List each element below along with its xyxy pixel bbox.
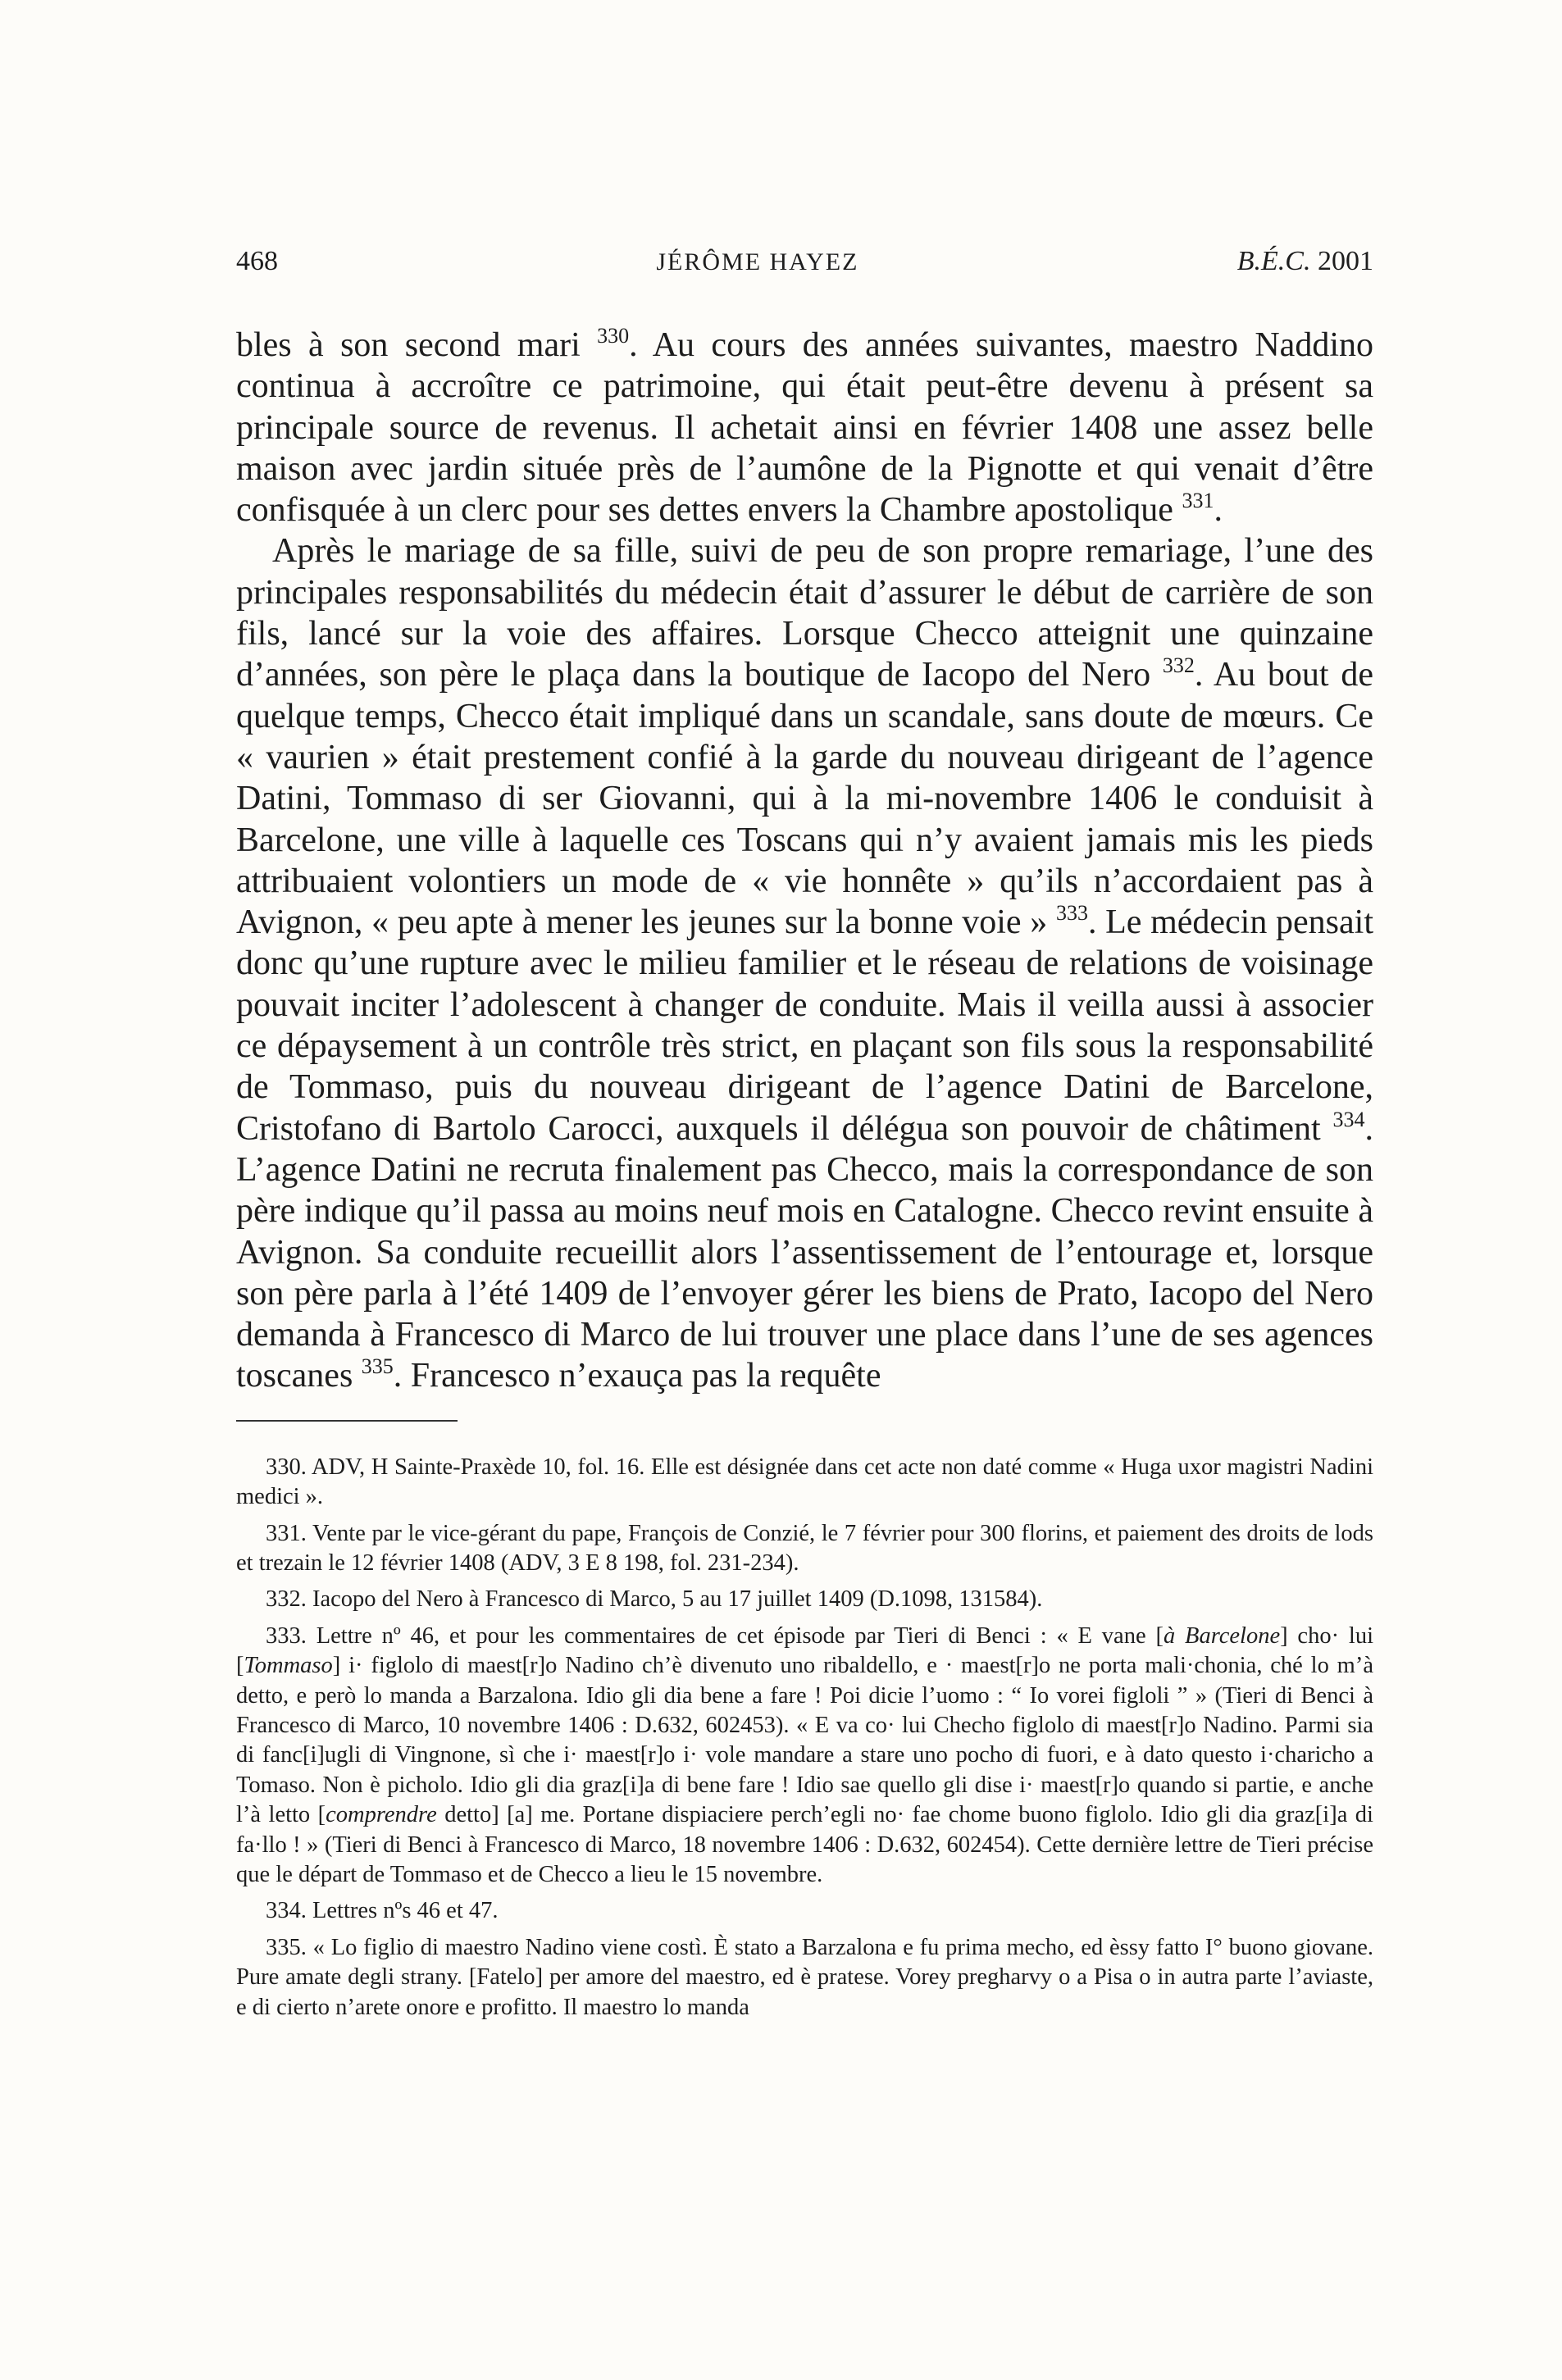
footnote-331: 331. Vente par le vice-gérant du pape, François de Conzié, le 7 février pour 300 florins, et paiement des droits de lods et trezain le 12 février 1408 (ADV, 3 E 8 198, fol. 231-234). — [236, 1520, 1373, 1576]
footnote-ref-334: 334 — [1332, 1107, 1365, 1131]
text-run: detto] [a] me. Portane dispiaciere perch’egli no· fae chome buono figlolo. Idio gli dia graz[i]a di fa·llo ! » (Tieri di Benci à Francesco di Marco, 18 novembre 1406 : D.632, 602454). Cette dernière lettre de Tieri précise que le départ de Tommaso et de Checco a lieu le 15 novembre. — [236, 1802, 1373, 1887]
footnote-ref-335: 335 — [361, 1354, 394, 1379]
editorial-insert: à Barcelone — [1163, 1622, 1281, 1649]
footnote-ref-331: 331 — [1182, 489, 1214, 513]
footnote-333 — [236, 1622, 1373, 1891]
page-number: 468 — [236, 246, 278, 276]
text-run: ] i· figlolo di maest[r]o Nadino ch’è divenuto uno ribaldello, e · maest[r]o ne porta mali·chonia, ché lo m’à detto, e però lo manda a Barzalona. Idio gli dia bene a fare ! Poi dicie l’uomo : “ Io vorei figloli ” » (Tieri di Benci à Francesco di Marco, 10 novembre 1406 : D.632, 602453). « E va co· lui Checho figlolo di maest[r]o Nadino. Parmi sia di fanc[i]ugli di Vingnone, sì che i· maest[r]o i· vole mandare a stare uno pocho di fuori, e à dato questo i·charicho a Tomaso. Non è picholo. Idio gli dia graz[i]a di bene fare ! Idio sae quello gli dise i· maest[r]o quando si partie, e anche l’à letto [ — [236, 1653, 1373, 1828]
running-header — [236, 246, 1373, 277]
editorial-insert: Tommaso — [244, 1653, 333, 1679]
footnote-separator — [236, 1420, 458, 1422]
text-run: ] cho· lui [ — [236, 1622, 1374, 1679]
text-run: bles à son second mari — [236, 326, 598, 364]
footnotes — [236, 1453, 1373, 2023]
footnote-ref-332: 332 — [1162, 653, 1195, 678]
text-run: . L’agence Datini ne recruta finalement pas Checco, mais la correspondance de son père indique qu’il passa au moins neuf mois en Catalogne. Checco revint ensuite à Avignon. Sa conduite recueillit alors l’assentissement de l’entourage et, lorsque son père parla à l’été 1409 de l’envoyer gérer les biens de Prato, Iacopo del Nero demanda à Francesco di Marco de lui trouver une place dans l’une de ses agences toscanes — [236, 1109, 1373, 1395]
text-run: . Francesco n’exauça pas la requête — [393, 1357, 881, 1395]
footnote-330: 330. ADV, H Sainte-Praxède 10, fol. 16. Elle est désignée dans cet acte non daté comme « Huga uxor magistri Nadini medici ». — [236, 1454, 1373, 1510]
footnote-334: 334. Lettres nºs 46 et 47. — [266, 1898, 499, 1924]
journal-year: 2001 — [1317, 246, 1373, 276]
main-text — [236, 325, 1373, 1397]
journal-reference — [1237, 246, 1373, 277]
footnote-332: 332. Iacopo del Nero à Francesco di Marco, 5 au 17 juillet 1409 (D.1098, 131584). — [266, 1586, 1043, 1613]
journal-name: B.É.C. — [1236, 246, 1311, 276]
running-author: JÉRÔME HAYEZ — [656, 248, 859, 275]
paragraph-1 — [236, 325, 1373, 530]
text-run: Après le mariage de sa fille, suivi de peu de son propre remariage, l’une des principales responsabilités du médecin était d’assurer le début de carrière de son fils, lancé sur la voie des affaires. Lorsque Checco atteignit une quinzaine d’années, son père le plaça dans la boutique de Iacopo del Nero — [236, 532, 1373, 694]
text-run: . — [1214, 491, 1223, 530]
footnote-335: 335. « Lo figlio di maestro Nadino viene costì. È stato a Barzalona e fu prima mecho, ed èssy fatto I° buono giovane. Pure amate degli strany. [Fatelo] per amore del maestro, ed è pratese. Vorey pregharvy o a Pisa o in autra parte l’aviaste, e di cierto n’arete onore e profitto. Il maestro lo manda — [236, 1934, 1373, 2020]
paragraph-2 — [236, 530, 1373, 1396]
footnote-ref-333: 333 — [1055, 901, 1088, 926]
text-run: . Au cours des années suivantes, maestro Naddino continua à accroître ce patrimoine, qui était peut-être devenu à présent sa principale source de revenus. Il achetait ainsi en février 1408 une assez belle maison avec jardin située près de l’aumône de la Pignotte et qui venait d’être confisquée à un clerc pour ses dettes envers la Chambre apostolique — [236, 326, 1373, 530]
text-run: . Le médecin pensait donc qu’une rupture avec le milieu familier et le réseau de relations de voisinage pouvait inciter l’adolescent à changer de conduite. Mais il veilla aussi à associer ce dépaysement à un contrôle très strict, en plaçant son fils sous la responsabilité de Tommaso, puis du nouveau dirigeant de l’agence Datini de Barcelone, Cristofano di Bartolo Carocci, auxquels il délégua son pouvoir de châtiment — [236, 903, 1373, 1148]
text-run: . Au bout de quelque temps, Checco était impliqué dans un scandale, sans doute de mœurs. Ce « vaurien » était prestement confié à la garde du nouveau dirigeant de l’agence Datini, Tommaso di ser Giovanni, qui à la mi-novembre 1406 le conduisit à Barcelone, une ville à laquelle ces Toscans qui n’y avaient jamais mis les pieds attribuaient volontiers un mode de « vie honnête » qu’ils n’accordaient pas à Avignon, « peu apte à mener les jeunes sur la bonne voie » — [236, 656, 1374, 942]
text-run: 333. Lettre nº 46, et pour les commentaires de cet épisode par Tieri di Benci : « E vane [ — [266, 1622, 1164, 1649]
footnote-ref-330: 330 — [597, 324, 630, 348]
editorial-insert: comprendre — [326, 1802, 437, 1828]
